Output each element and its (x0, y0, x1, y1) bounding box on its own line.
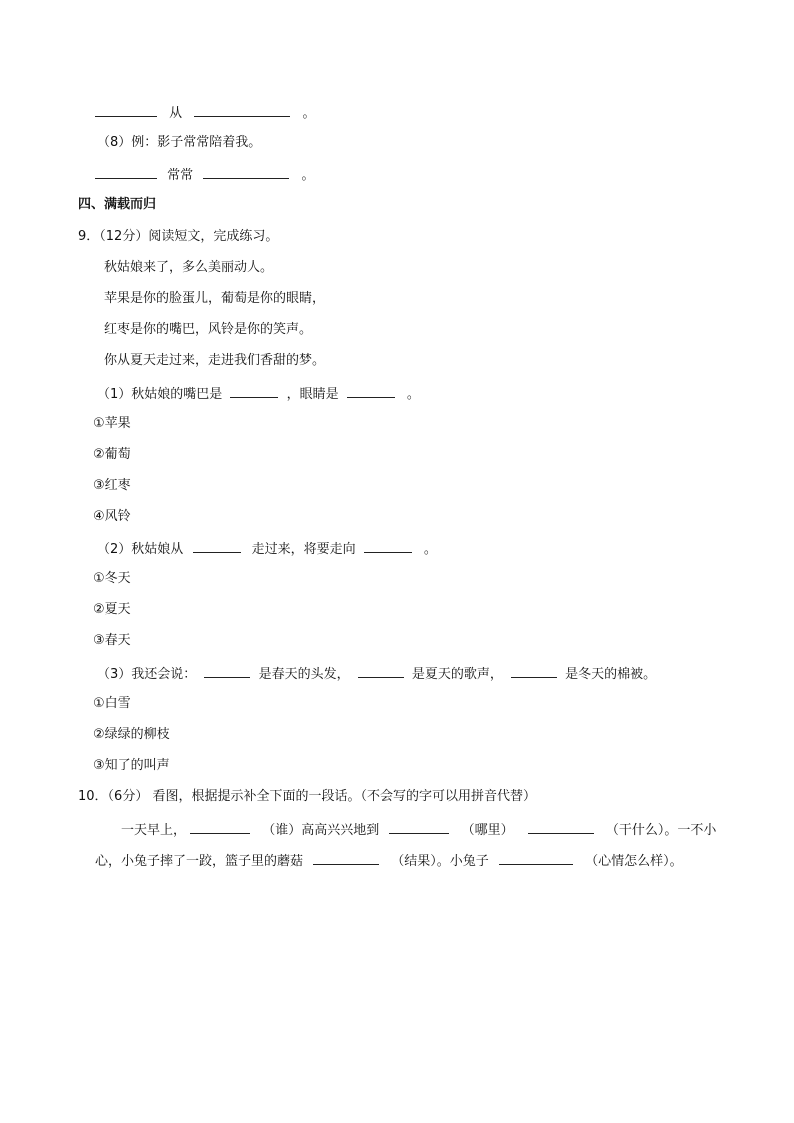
q10-blank-who[interactable] (190, 820, 250, 834)
q8-label: （8）例：影子常常陪着我。 (97, 135, 262, 150)
q8-word: 常常 (167, 168, 194, 183)
q10-paragraph-line-2 (95, 851, 683, 871)
q9-sub1-blank-2[interactable] (347, 384, 395, 398)
q9-sub2-blank-2[interactable] (364, 539, 412, 553)
q9-sub3-blank-2[interactable] (358, 664, 404, 678)
q8-blank-1[interactable] (95, 165, 157, 179)
q10-header: 10．（6分） 看图，根据提示补全下面的一段话。（不会写的字可以用拼音代替） (78, 789, 536, 804)
q7-word: 从 (169, 106, 183, 121)
q9-sub2-text-1: （2）秋姑娘从 (97, 542, 184, 557)
q10-blank-what[interactable] (528, 820, 594, 834)
q10-text-5: 心，小兔子摔了一跤，篮子里的蘑菇 (95, 854, 304, 869)
q10-blank-where[interactable] (389, 820, 449, 834)
q8-fill-line (93, 165, 314, 185)
q9-sub2-option: ②夏天 (93, 602, 131, 617)
q9-sub3-blank-1[interactable] (204, 664, 250, 678)
q7-blank-1[interactable] (95, 103, 157, 117)
q9-sub1-option: ④风铃 (93, 509, 131, 524)
q10-text-6: （结果）。小兔子 (391, 854, 489, 869)
q9-sub3-text-2: 是春天的头发， (258, 667, 350, 682)
q9-sub1-question (97, 384, 420, 404)
q7-blank-2[interactable] (194, 103, 290, 117)
q9-sub3-text-4: 是冬天的棉被。 (565, 667, 657, 682)
q9-sub2-blank-1[interactable] (193, 539, 241, 553)
q9-sub1-blank-1[interactable] (230, 384, 278, 398)
q9-sub2-question (97, 539, 437, 559)
q9-sub1-text-2: ，眼睛是 (286, 387, 339, 402)
q9-sub2-option: ①冬天 (93, 571, 131, 586)
poem-line-1: 秋姑娘来了，多么美丽动人。 (104, 260, 274, 275)
q9-sub3-option: ③知了的叫声 (93, 758, 170, 773)
q10-text-2: （谁）高高兴兴地到 (262, 823, 380, 838)
q10-text-7: （心情怎么样）。 (585, 854, 683, 869)
q8-end: 。 (301, 168, 315, 183)
q8-blank-2[interactable] (203, 165, 289, 179)
poem-line-2: 苹果是你的脸蛋儿，葡萄是你的眼睛， (104, 291, 326, 306)
q9-sub2-text-2: 走过来，将要走向 (251, 542, 356, 557)
q10-blank-mood[interactable] (499, 851, 573, 865)
q9-sub2-option: ③春天 (93, 633, 131, 648)
q9-sub1-option: ②葡萄 (93, 447, 131, 462)
q10-text-3: （哪里） (461, 823, 514, 838)
q10-text-4: （干什么）。一不小 (605, 823, 717, 838)
q9-sub3-question (97, 664, 656, 684)
section-title: 四、满载而归 (78, 197, 157, 212)
q9-sub3-option: ②绿绿的柳枝 (93, 727, 170, 742)
poem-line-3: 红枣是你的嘴巴，风铃是你的笑声。 (104, 322, 313, 337)
q9-sub1-option: ①苹果 (93, 416, 131, 431)
q9-sub1-end: 。 (406, 387, 420, 402)
q10-blank-result[interactable] (313, 851, 379, 865)
q9-sub3-blank-3[interactable] (511, 664, 557, 678)
poem-line-4: 你从夏天走过来，走进我们香甜的梦。 (104, 353, 326, 368)
q7-fill-line (93, 103, 315, 123)
q9-header: 9．（12分）阅读短文，完成练习。 (78, 229, 279, 244)
q10-paragraph-line-1 (121, 820, 716, 840)
q9-sub1-option: ③红枣 (93, 478, 131, 493)
q9-sub1-text-1: （1）秋姑娘的嘴巴是 (97, 387, 223, 402)
q9-sub3-option: ①白雪 (93, 696, 131, 711)
q9-sub3-text-3: 是夏天的歌声， (411, 667, 503, 682)
q7-end: 。 (302, 106, 316, 121)
q9-sub2-end: 。 (423, 542, 437, 557)
q9-sub3-text-1: （3）我还会说： (97, 667, 197, 682)
q10-text-1: 一天早上， (121, 823, 187, 838)
